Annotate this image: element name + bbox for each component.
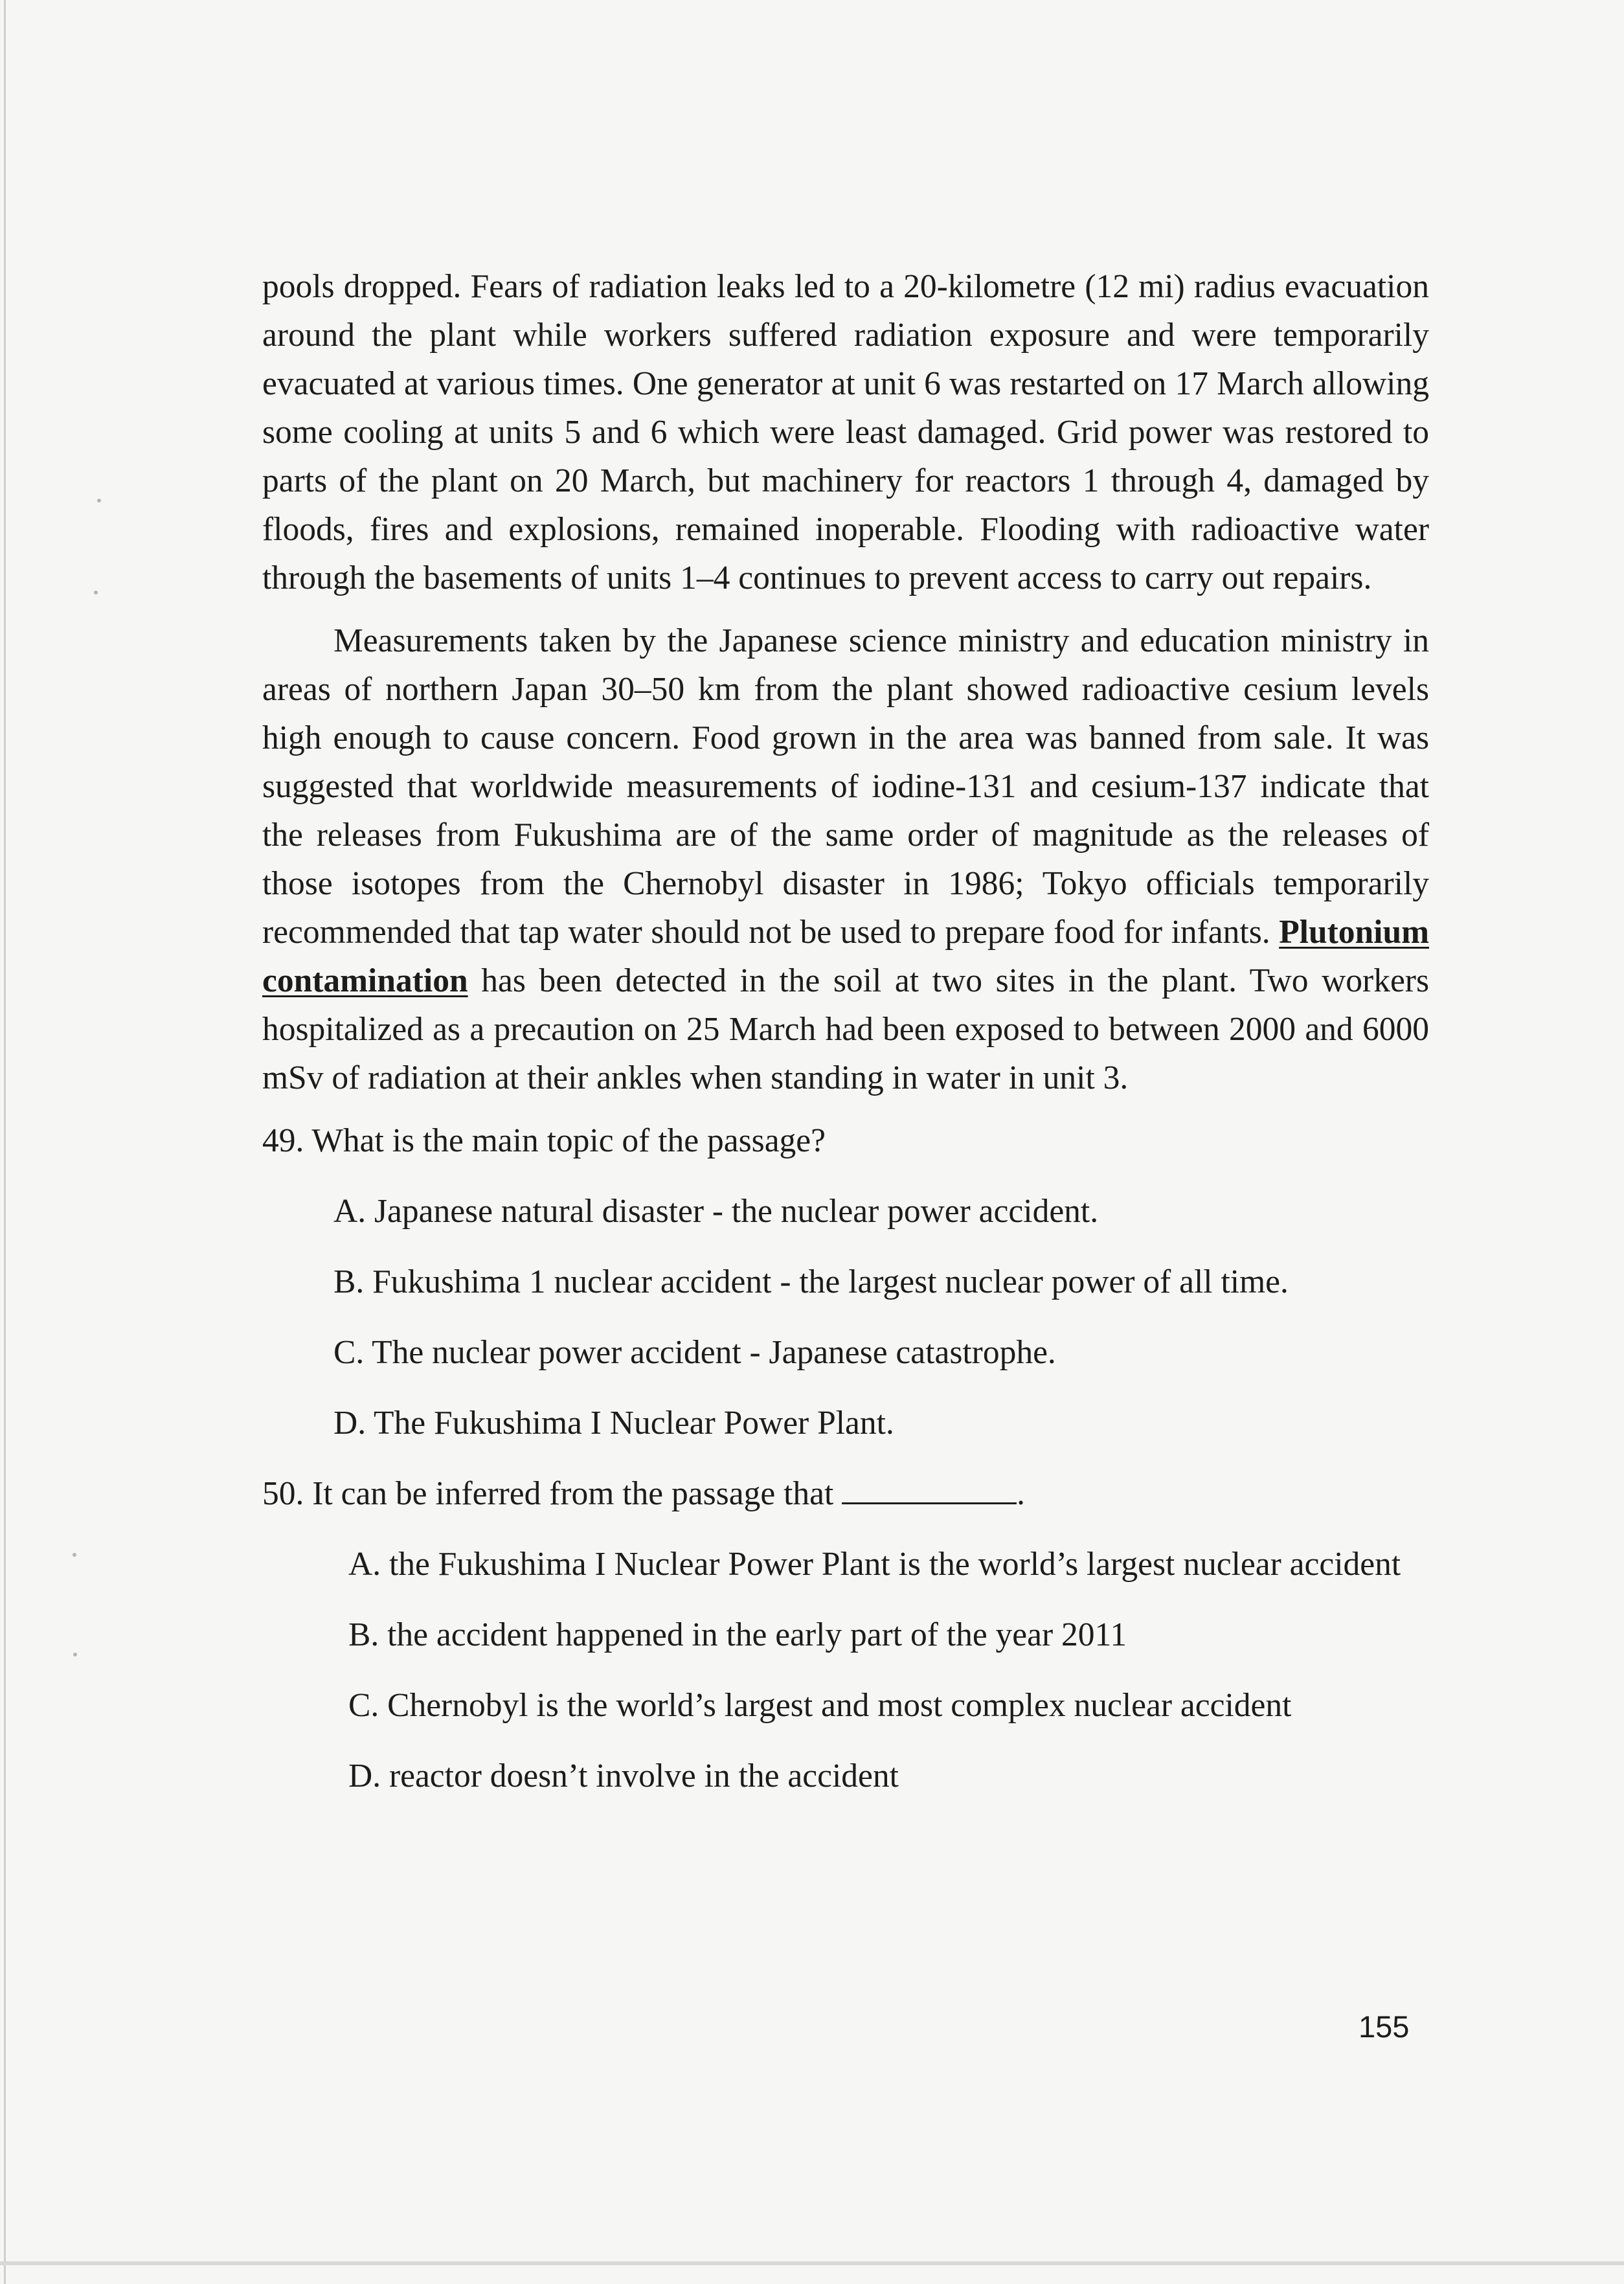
passage-paragraph-1: pools dropped. Fears of radiation leaks led to a 20-kilometre (12 mi) radius evacuation around the plant while workers suffered radiation exposure and were temporarily evacuated at various times. One generator at unit 6 was restarted on 17 March allowing some cooling at units 5 and 6 which were least damaged. Grid power was restored to parts of the plant on 20 March, but machinery for reactors 1 through 4, damaged by floods, fires and explosions, remained inoperable. Flooding with radioactive water through the basements of units 1–4 continues to prevent access to carry out repairs. — [262, 268, 1429, 596]
page-left-edge — [4, 0, 6, 2284]
question-50-stem — [262, 1469, 1429, 1518]
scan-speck — [73, 1653, 77, 1656]
scan-speck — [73, 1553, 76, 1557]
scan-speck — [97, 499, 101, 503]
question-50-option-d: D. reactor doesn’t involve in the accident — [348, 1758, 899, 1794]
document-body — [262, 262, 1429, 1822]
question-49-option-c: C. The nuclear power accident - Japanese catastrophe. — [333, 1334, 1056, 1371]
question-49-stem: 49. What is the main topic of the passage? — [262, 1122, 826, 1159]
page-number: 155 — [1359, 2009, 1410, 2044]
answer-blank — [842, 1474, 1017, 1504]
passage-paragraph-2 — [262, 616, 1429, 1102]
question-50-option-c: C. Chernobyl is the world’s largest and most complex nuclear accident — [348, 1687, 1292, 1724]
question-50-stem-text: 50. It can be inferred from the passage that — [262, 1475, 834, 1512]
question-50-option-b: B. the accident happened in the early part of the year 2011 — [348, 1616, 1127, 1653]
question-50-option-a: A. the Fukushima I Nuclear Power Plant is the world’s largest nuclear accident — [348, 1546, 1401, 1583]
passage-paragraph-2-text: Measurements taken by the Japanese science ministry and education ministry in areas of northern Japan 30–50 km from the plant showed radioactive cesium levels high enough to cause concern. Food grown in the area was banned from sale. It was suggested that worldwide measurements of iodine-131 and cesium-137 indicate that the releases from Fukushima are of the same order of magnitude as the releases of those isotopes from the Chernobyl disaster in 1986; Tokyo officials temporarily recommended that tap water should not be used to prepare food for infants. — [262, 622, 1429, 951]
plutonium-contamination-emphasis: Plutonium contamination — [262, 914, 1429, 999]
question-49-option-b: B. Fukushima 1 nuclear accident - the largest nuclear power of all time. — [333, 1263, 1289, 1300]
question-50-stem-end: . — [1017, 1475, 1026, 1512]
question-49-option-a: A. Japanese natural disaster - the nuclear power accident. — [333, 1193, 1099, 1230]
question-49-option-d: D. The Fukushima I Nuclear Power Plant. — [333, 1405, 894, 1442]
passage-paragraph-2-continuation: has been detected in the soil at two sites in the plant. Two workers hospitalized as a precaution on 25 March had been exposed to between 2000 and 6000 mSv of radiation at their ankles when standing in water in unit 3. — [262, 962, 1430, 1096]
page-bottom-edge — [0, 2261, 1624, 2265]
scan-speck — [94, 591, 98, 594]
